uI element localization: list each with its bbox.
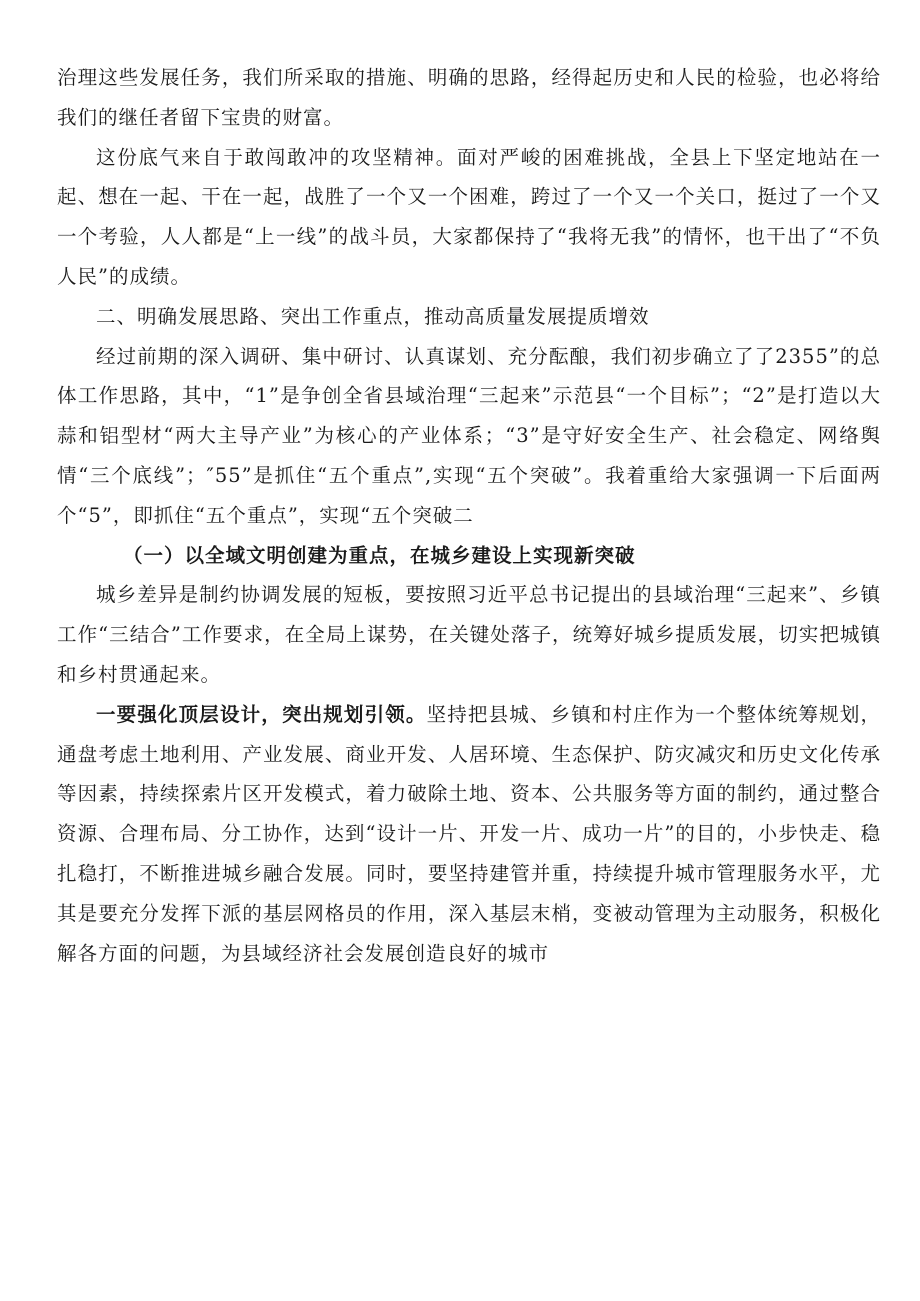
paragraph-urban-rural: 城乡差异是制约协调发展的短板，要按照习近平总书记提出的县域治理“三起来”、乡镇工作“三结合”工作要求，在全局上谋势，在关键处落子，统筹好城乡提质发展，切实把城镇和乡村贯通起来。 xyxy=(57,583,881,686)
paragraph-body: 坚持把县城、乡镇和村庄作为一个整体统筹规划，通盘考虑土地利用、产业发展、商业开发、人居环境、生态保护、防灾减灾和历史文化传承等因素，持续探索片区开发模式，着力破除土地、资本、公共服务等方面的制约，通过整合资源、合理布局、分工协作，达到“设计一片、开发一片、成功一片”的目的，小步快走、稳扎稳打，不断推进城乡融合发展。同时，要坚持建管并重，持续提升城市管理服务水平，尤其是要充分发挥下派的基层网格员的作用，深入基层末梢，变被动管理为主动服务，积极化解各方面的问题，为县域经济社会发展创造良好的城市 xyxy=(57,702,881,965)
paragraph-top-level-design xyxy=(57,695,881,974)
document-page xyxy=(57,58,881,973)
paragraph-work-ideas: 经过前期的深入调研、集中研讨、认真谋划、充分酝酿，我们初步确立了了2355”的总体工作思路，其中，“1”是争创全省县域治理“三起来”示范县“一个目标”；“2”是打造以大蒜和铝型材“两大主导产业”为核心的产业体系；“3”是守好安全生产、社会稳定、网络舆情“三个底线”；″55”是抓住“五个重点”,实现“五个突破”。我着重给大家强调一下后面两个“5”，即抓住“五个重点”，实现“五个突破二 xyxy=(57,344,881,527)
lead-sentence: 一要强化顶层设计，突出规划引领。 xyxy=(96,702,427,726)
paragraph-continuation: 治理这些发展任务，我们所采取的措施、明确的思路，经得起历史和人民的检验，也必将给我们的继任者留下宝贵的财富。 xyxy=(57,66,881,129)
section-heading-2: 二、明确发展思路、突出工作重点，推动高质量发展提质增效 xyxy=(96,304,650,328)
paragraph-spirit: 这份底气来自于敢闯敢冲的攻坚精神。面对严峻的困难挑战，全县上下坚定地站在一起、想在一起、干在一起，战胜了一个又一个困难，跨过了一个又一个关口，挺过了一个又一个考验，人人都是“上一线”的战斗员，大家都保持了“我将无我”的情怀，也干出了“不负人民”的成绩。 xyxy=(57,145,881,288)
subsection-heading-1: （一）以全域文明创建为重点，在城乡建设上实现新突破 xyxy=(123,543,636,567)
